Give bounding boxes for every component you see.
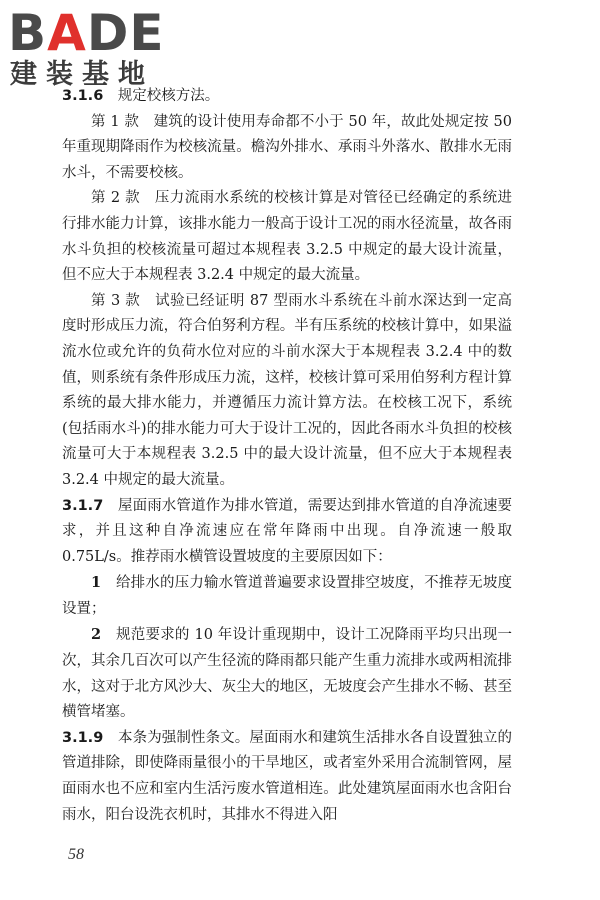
paragraph-text: 本条为强制性条文。屋面雨水和建筑生活排水各自设置独立的管道排除，即使降雨量很小的干旱地区，或者室外采用合流制管网，屋面雨水也不应和室内生活污废水管道相连。此处建筑屋面雨水也含阳台雨水，阳台设洗衣机时，其排水不得进入阳	[62, 729, 513, 823]
item-number: 1	[91, 574, 102, 592]
clause-3-1-6	[62, 84, 512, 110]
clause-number: 3.1.9	[62, 729, 104, 746]
clause-number: 3.1.6	[62, 88, 104, 104]
paragraph-text: 规定校核方法。	[117, 88, 220, 104]
paragraph-text: 规范要求的 10 年设计重现期中，设计工况降雨平均只出现一次，其余几百次可以产生径流的降雨都只能产生重力流排水或两相流排水，这对于北方风沙大、灰尘大的地区，无坡度会产生排水不畅、甚至横管堵塞。	[62, 627, 513, 721]
clause-3-1-9	[62, 726, 512, 828]
item-paragraph: 第 3 款 试验已经证明 87 型雨水斗系统在斗前水深达到一定高度时形成压力流，符合伯努利方程。半有压系统的校核计算中，如果溢流水位或允许的负荷水位对应的斗前水深大于本规程表 3.2.4 中的数值，则系统有条件形成压力流，这样，校核计算可采用伯努利方程计算系统的最大排水能力，并遵循压力流计算方法。在校核工况下，系统(包括雨水斗)的排水能力可大于设计工况的，因此各雨水斗负担的校核流量可大于本规程表 3.2.5 中的最大设计流量，但不应大于本规程表 3.2.4 中规定的最大流量。	[62, 292, 512, 488]
item-paragraph: 第 2 款 压力流雨水系统的校核计算是对管径已经确定的系统进行排水能力计算，该排水能力一般高于设计工况的雨水径流量，故各雨水斗负担的校核流量可超过本规程表 3.2.5 中规定的最大设计流量，但不应大于本规程表 3.2.4 中规定的最大流量。	[62, 190, 512, 284]
document-body	[62, 84, 512, 828]
paragraph-text: 屋面雨水管道作为排水管道，需要达到排水管道的自净流速要求，并且这种自净流速应在常年降雨中出现。自净流速一般取 0.75L/s。推荐雨水横管设置坡度的主要原因如下：	[62, 497, 513, 565]
paragraph-text: 给排水的压力输水管道普遍要求设置排空坡度，不推荐无坡度设置；	[62, 575, 513, 617]
list-item	[62, 622, 512, 725]
logo-subtitle: 建装基地	[10, 59, 154, 90]
page-number: 58	[68, 846, 84, 863]
list-item	[62, 570, 512, 622]
clause-3-1-7	[62, 494, 512, 571]
clause-number: 3.1.7	[62, 497, 104, 514]
item-paragraph: 第 1 款 建筑的设计使用寿命都不小于 50 年，故此处规定按 50 年重现期降雨作为校核流量。檐沟外排水、承雨斗外落水、散排水无雨水斗，不需要校核。	[62, 113, 512, 181]
item-number: 2	[91, 626, 102, 644]
logo-wordmark: BADE	[8, 4, 165, 62]
